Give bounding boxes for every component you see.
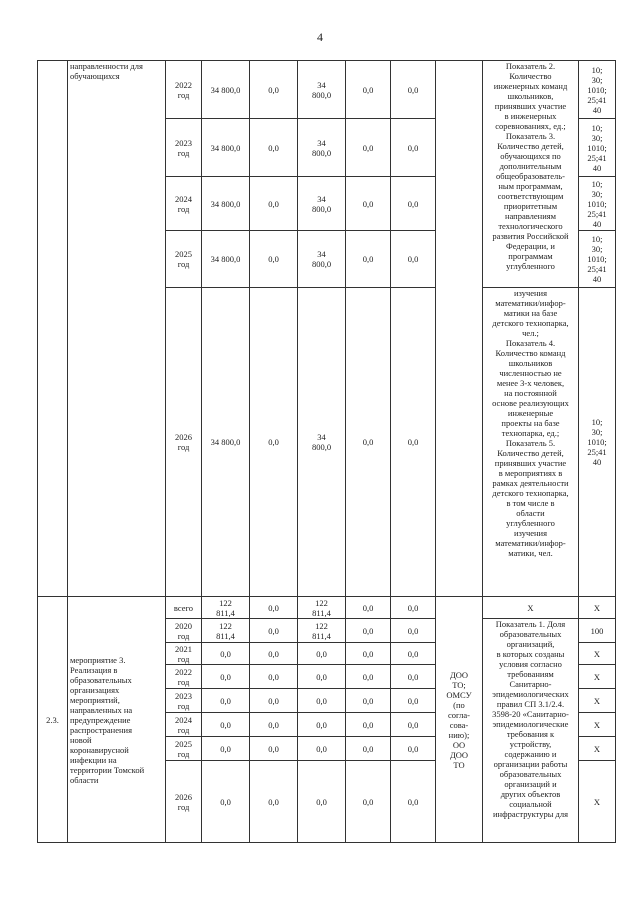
total-cell: 34 800,0 bbox=[202, 231, 250, 288]
value-cell: X bbox=[579, 713, 616, 737]
indicators-total-cell: X bbox=[483, 597, 579, 619]
total-cell: 34 800,0 bbox=[202, 177, 250, 231]
table-row bbox=[38, 61, 616, 119]
federal-cell: 0,0 bbox=[250, 177, 298, 231]
federal-cell: 0,0 bbox=[250, 597, 298, 619]
other-cell: 0,0 bbox=[391, 737, 436, 761]
local-cell: 0,0 bbox=[346, 231, 391, 288]
regional-cell: 0,0 bbox=[298, 689, 346, 713]
executor-cell: ДОО ТО; ОМСУ (по согла- сова- нию); ОО ДОО ТО bbox=[436, 597, 483, 843]
total-cell: 122 811,4 bbox=[202, 597, 250, 619]
indicators-cell: Показатель 1. Доля образовательных организаций, в которых созданы условия согласно требованиям Санитарно- эпидемиологических правил СП 3.1/2.4. 3598-20 «Санитарно- эпидемиологические требования к устройству, содержанию и организации работы образовательных организаций и других объектов социальной инфраструктуры для bbox=[483, 619, 579, 843]
regional-cell: 122 811,4 bbox=[298, 619, 346, 643]
indicators-cell: Показатель 2. Количество инженерных команд школьников, принявших участие в инженерных соревнованиях, ед.; Показатель 3. Количество детей, обучающихся по дополнительным общеобразователь- ным программам, соответствующим приоритетным направлениям технологического развития Российской Федерации, и программам углубленного bbox=[483, 61, 579, 288]
other-cell: 0,0 bbox=[391, 665, 436, 689]
total-cell: 0,0 bbox=[202, 643, 250, 665]
other-cell: 0,0 bbox=[391, 288, 436, 597]
local-cell: 0,0 bbox=[346, 737, 391, 761]
other-cell: 0,0 bbox=[391, 119, 436, 177]
year-cell: 2026 год bbox=[166, 288, 202, 597]
year-cell: 2023 год bbox=[166, 119, 202, 177]
year-cell: 2026 год bbox=[166, 761, 202, 843]
local-cell: 0,0 bbox=[346, 61, 391, 119]
value-cell: 100 bbox=[579, 619, 616, 643]
federal-cell: 0,0 bbox=[250, 619, 298, 643]
year-cell: 2023 год bbox=[166, 689, 202, 713]
value-cell: X bbox=[579, 597, 616, 619]
federal-cell: 0,0 bbox=[250, 713, 298, 737]
table-row bbox=[38, 597, 616, 619]
local-cell: 0,0 bbox=[346, 597, 391, 619]
value-cell: X bbox=[579, 737, 616, 761]
other-cell: 0,0 bbox=[391, 177, 436, 231]
value-cell: 10; 30; 1010; 25;41 40 bbox=[579, 61, 616, 119]
local-cell: 0,0 bbox=[346, 643, 391, 665]
local-cell: 0,0 bbox=[346, 665, 391, 689]
year-cell: 2020 год bbox=[166, 619, 202, 643]
page-number: 4 bbox=[317, 30, 323, 44]
value-cell: 10; 30; 1010; 25;41 40 bbox=[579, 231, 616, 288]
local-cell: 0,0 bbox=[346, 761, 391, 843]
federal-cell: 0,0 bbox=[250, 689, 298, 713]
year-cell: 2022 год bbox=[166, 665, 202, 689]
other-cell: 0,0 bbox=[391, 231, 436, 288]
federal-cell: 0,0 bbox=[250, 737, 298, 761]
number-cell: 2.3. bbox=[38, 597, 68, 843]
year-cell: 2025 год bbox=[166, 737, 202, 761]
year-cell: 2021 год bbox=[166, 643, 202, 665]
regional-cell: 34 800,0 bbox=[298, 231, 346, 288]
total-cell: 34 800,0 bbox=[202, 119, 250, 177]
federal-cell: 0,0 bbox=[250, 231, 298, 288]
regional-cell: 0,0 bbox=[298, 665, 346, 689]
other-cell: 0,0 bbox=[391, 713, 436, 737]
total-cell: 0,0 bbox=[202, 761, 250, 843]
measure-name: мероприятие 3. Реализация в образовательных организациях мероприятий, направленных на предупреждение распространения новой коронавирусной инфекции на территории Томской области bbox=[68, 597, 166, 843]
year-cell: 2022 год bbox=[166, 61, 202, 119]
other-cell: 0,0 bbox=[391, 619, 436, 643]
federal-cell: 0,0 bbox=[250, 119, 298, 177]
program-table bbox=[37, 60, 616, 843]
value-cell: X bbox=[579, 689, 616, 713]
value-cell: X bbox=[579, 643, 616, 665]
regional-cell: 0,0 bbox=[298, 643, 346, 665]
year-cell: 2025 год bbox=[166, 231, 202, 288]
local-cell: 0,0 bbox=[346, 119, 391, 177]
regional-cell: 0,0 bbox=[298, 761, 346, 843]
number-cell bbox=[38, 61, 68, 597]
value-cell: X bbox=[579, 665, 616, 689]
federal-cell: 0,0 bbox=[250, 643, 298, 665]
other-cell: 0,0 bbox=[391, 61, 436, 119]
value-cell: 10; 30; 1010; 25;41 40 bbox=[579, 177, 616, 231]
value-cell: X bbox=[579, 761, 616, 843]
other-cell: 0,0 bbox=[391, 597, 436, 619]
total-cell: 122 811,4 bbox=[202, 619, 250, 643]
year-cell: всего bbox=[166, 597, 202, 619]
regional-cell: 34 800,0 bbox=[298, 288, 346, 597]
regional-cell: 34 800,0 bbox=[298, 119, 346, 177]
total-cell: 0,0 bbox=[202, 689, 250, 713]
indicators-cell: изучения математики/инфор- матики на базе детского технопарка, чел.; Показатель 4. Количество команд школьников численностью не менее 3-х человек, на постоянной основе реализующих инженерные проекты на базе технопарка, ед.; Показатель 5. Количество детей, принявших участие в мероприятиях в рамках деятельности детского технопарка, в том числе в области углубленного изучения математики/инфор- матики, чел. bbox=[483, 288, 579, 597]
year-cell: 2024 год bbox=[166, 713, 202, 737]
total-cell: 0,0 bbox=[202, 737, 250, 761]
regional-cell: 34 800,0 bbox=[298, 61, 346, 119]
value-cell: 10; 30; 1010; 25;41 40 bbox=[579, 119, 616, 177]
local-cell: 0,0 bbox=[346, 689, 391, 713]
federal-cell: 0,0 bbox=[250, 665, 298, 689]
executor-cell bbox=[436, 61, 483, 597]
regional-cell: 0,0 bbox=[298, 737, 346, 761]
total-cell: 0,0 bbox=[202, 713, 250, 737]
local-cell: 0,0 bbox=[346, 713, 391, 737]
total-cell: 34 800,0 bbox=[202, 61, 250, 119]
local-cell: 0,0 bbox=[346, 288, 391, 597]
federal-cell: 0,0 bbox=[250, 288, 298, 597]
measure-name: направленности для обучающихся bbox=[68, 61, 166, 597]
local-cell: 0,0 bbox=[346, 177, 391, 231]
local-cell: 0,0 bbox=[346, 619, 391, 643]
year-cell: 2024 год bbox=[166, 177, 202, 231]
value-cell: 10; 30; 1010; 25;41 40 bbox=[579, 288, 616, 597]
other-cell: 0,0 bbox=[391, 761, 436, 843]
total-cell: 34 800,0 bbox=[202, 288, 250, 597]
regional-cell: 0,0 bbox=[298, 713, 346, 737]
total-cell: 0,0 bbox=[202, 665, 250, 689]
federal-cell: 0,0 bbox=[250, 61, 298, 119]
federal-cell: 0,0 bbox=[250, 761, 298, 843]
other-cell: 0,0 bbox=[391, 689, 436, 713]
regional-cell: 122 811,4 bbox=[298, 597, 346, 619]
regional-cell: 34 800,0 bbox=[298, 177, 346, 231]
other-cell: 0,0 bbox=[391, 643, 436, 665]
